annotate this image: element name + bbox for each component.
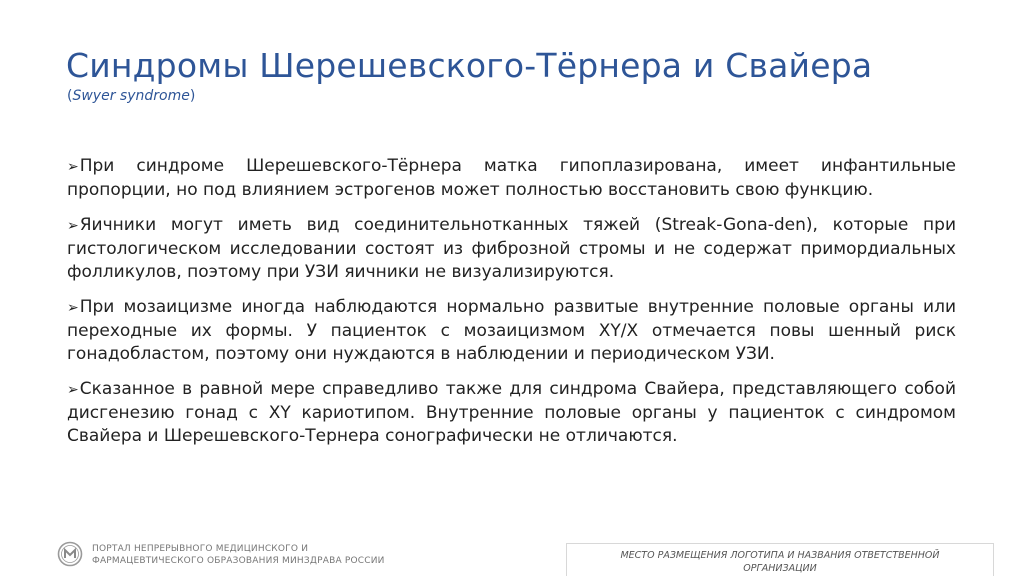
arrow-bullet-icon: ➢	[67, 300, 79, 316]
bullet-item	[67, 378, 956, 448]
bullet-item	[67, 296, 956, 366]
bullet-text: Сказанное в равной мере справедливо также для синдрома Свайера, представляющего собой дисгенезию гонад с XY кариотипом. Внутренние половые органы у пациенток с синдромом Свайера и Шерешевского-Тернера сонографически не отличаются.	[67, 379, 956, 446]
bullet-item	[67, 214, 956, 284]
slide-subtitle	[67, 88, 195, 104]
arrow-bullet-icon: ➢	[67, 382, 79, 398]
arrow-bullet-icon: ➢	[67, 159, 79, 175]
bullet-item	[67, 155, 956, 202]
subtitle-close-paren: )	[189, 88, 196, 104]
organization-logo-placeholder	[566, 543, 994, 576]
portal-caption-line2: ФАРМАЦЕВТИЧЕСКОГО ОБРАЗОВАНИЯ МИНЗДРАВА РОССИИ	[92, 556, 385, 566]
org-placeholder-line1: МЕСТО РАЗМЕЩЕНИЯ ЛОГОТИПА И НАЗВАНИЯ ОТВЕТСТВЕННОЙ	[620, 550, 940, 561]
slide-title: Синдромы Шерешевского-Тёрнера и Свайера	[66, 46, 873, 85]
ministry-emblem-icon	[57, 541, 83, 567]
portal-caption	[92, 543, 385, 567]
portal-caption-line1: ПОРТАЛ НЕПРЕРЫВНОГО МЕДИЦИНСКОГО И	[92, 544, 309, 554]
subtitle-emphasis: Swyer syndrome	[72, 88, 190, 104]
subtitle-open-paren: (	[67, 88, 73, 104]
bullet-text: Яичники могут иметь вид соединительнотканных тяжей (Streak-Gona-den), которые при гистологическом исследовании состоят из фиброзной стромы и не содержат примордиальных фолликулов, поэтому при УЗИ яичники не визуализируются.	[67, 215, 956, 282]
bullet-text: При синдроме Шерешевского-Тёрнера матка гипоплазирована, имеет инфантильные пропорции, но под влиянием эстрогенов может полностью восстановить свою функцию.	[67, 156, 956, 200]
bullet-text: При мозаицизме иногда наблюдаются нормально развитые внутренние половые органы или переходные их формы. У пациенток с мозаицизмом XY/X отмечается повы шенный риск гонадобластом, поэтому они нуждаются в наблюдении и периодическом УЗИ.	[67, 297, 956, 364]
bullet-list	[67, 155, 956, 460]
org-placeholder-line2: ОРГАНИЗАЦИИ	[743, 563, 817, 574]
arrow-bullet-icon: ➢	[67, 218, 79, 234]
